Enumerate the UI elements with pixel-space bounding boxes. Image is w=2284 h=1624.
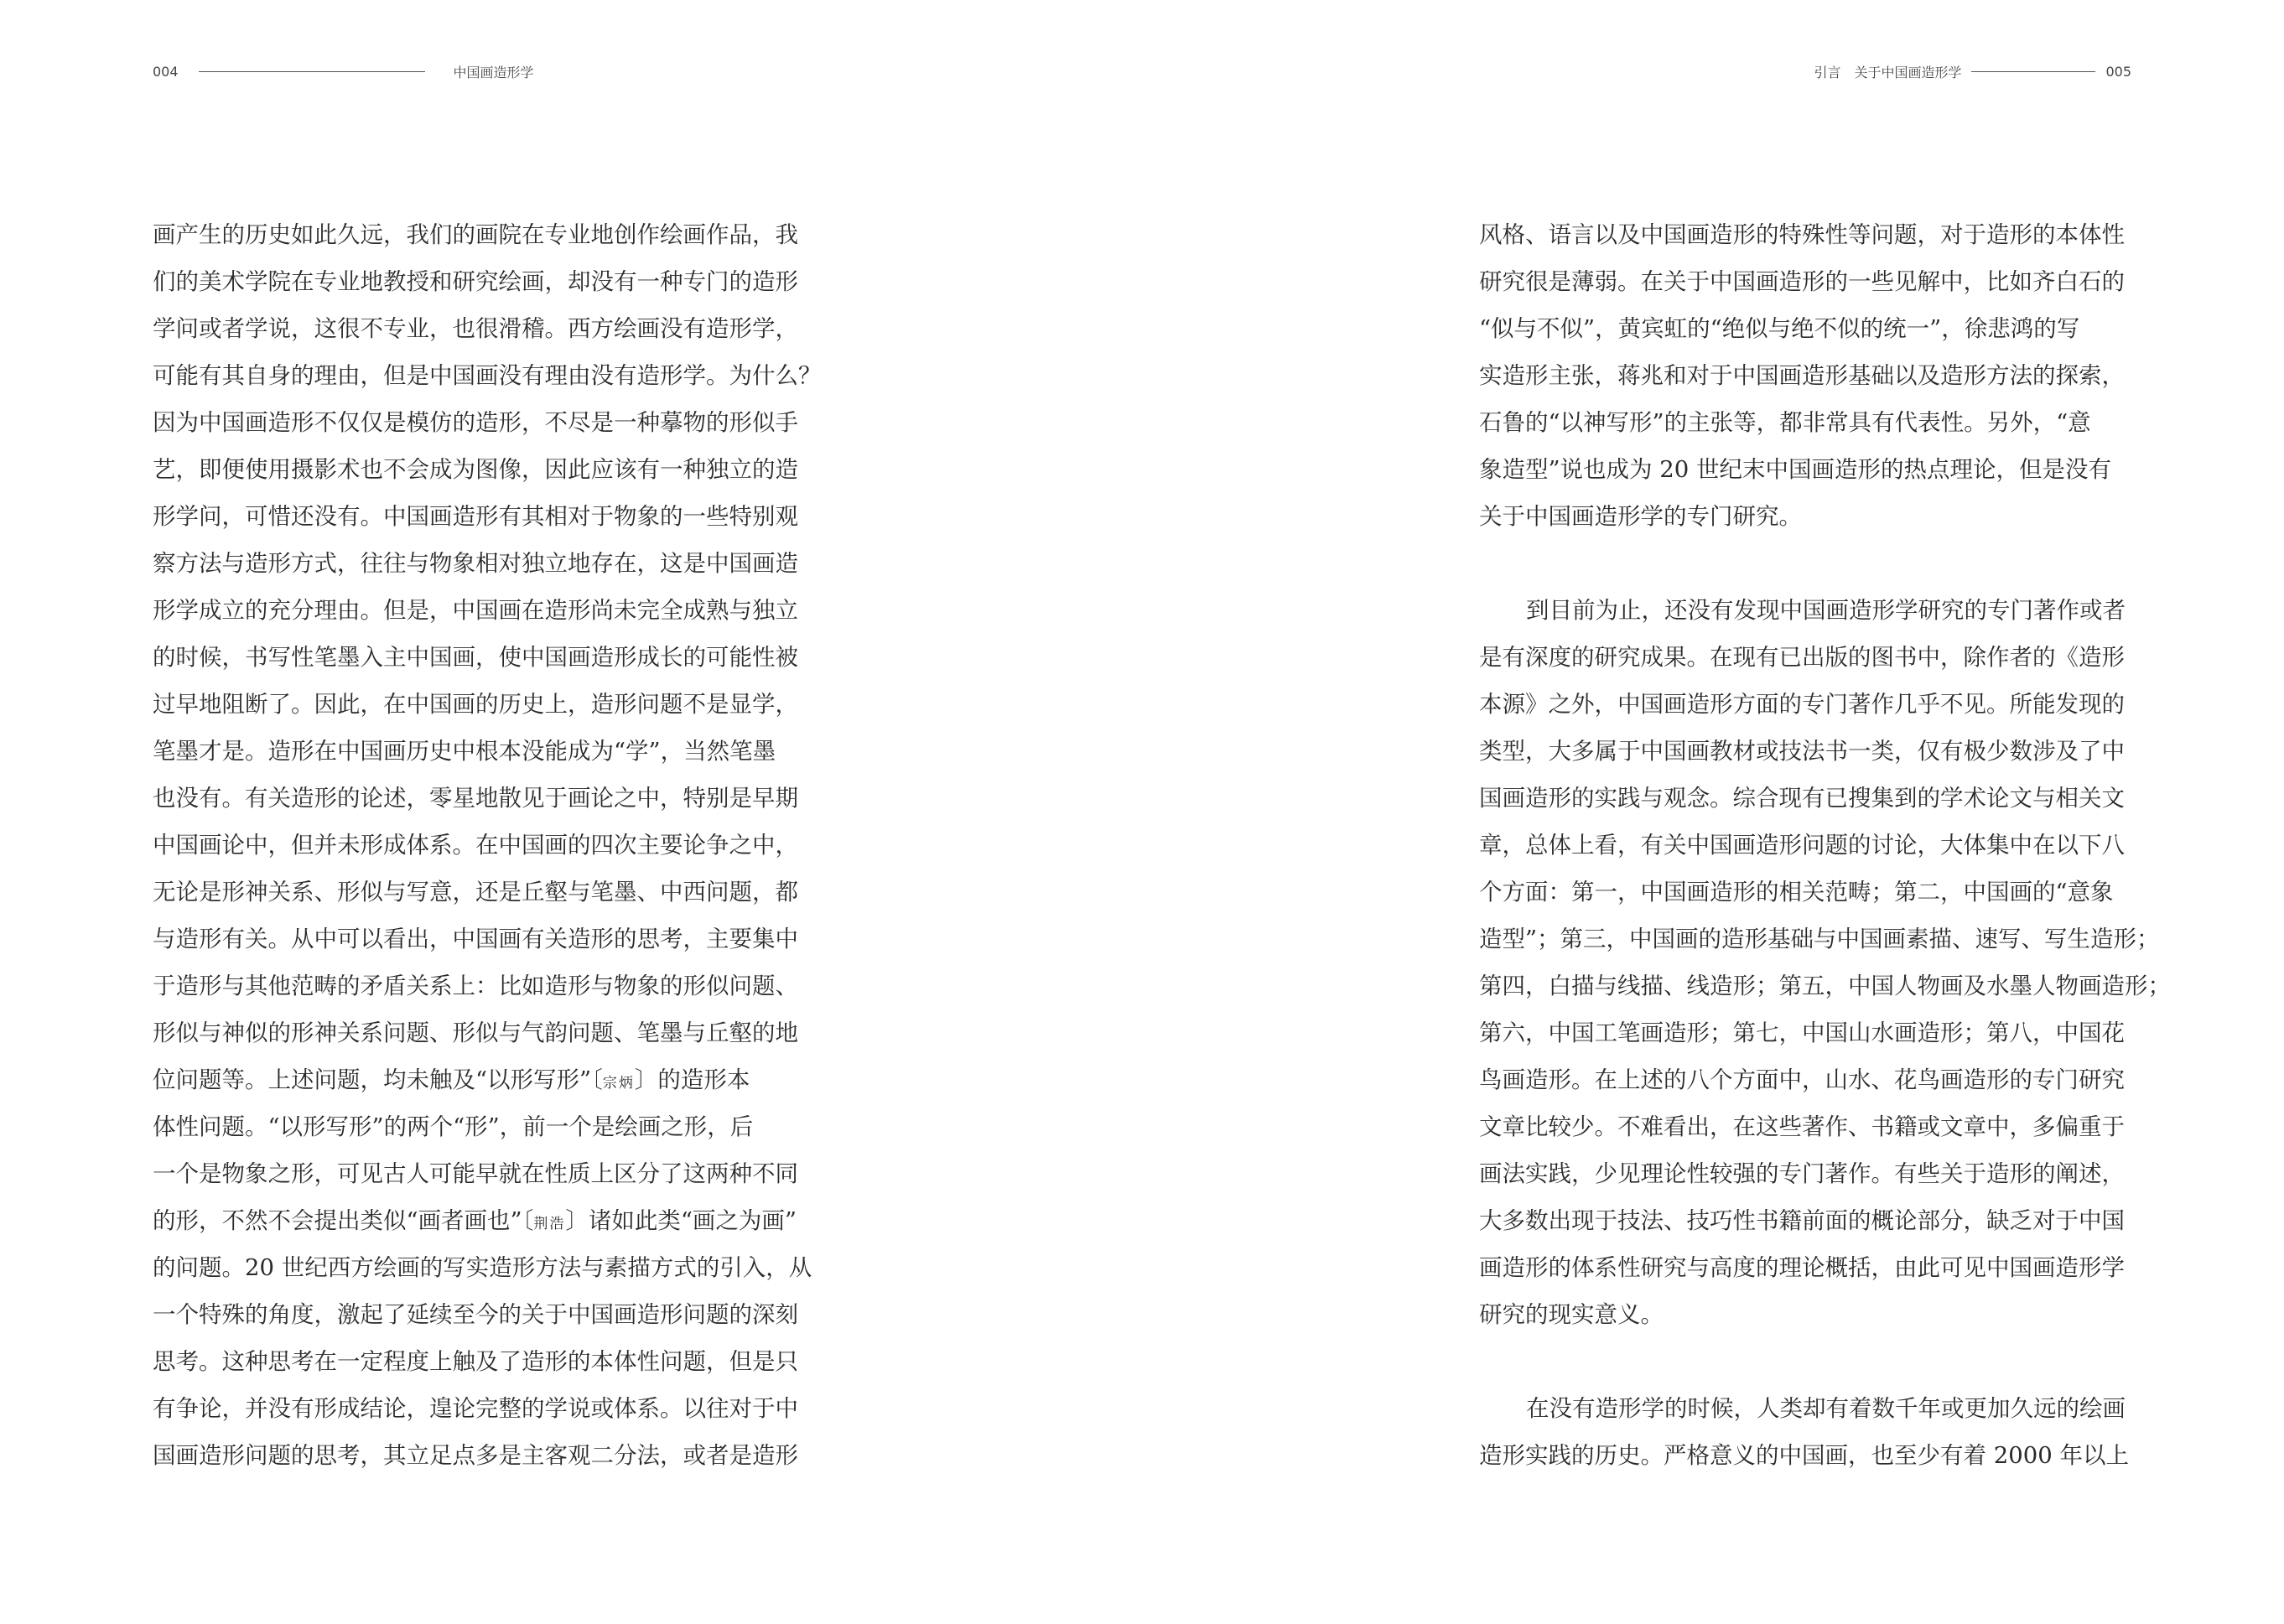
right-page xyxy=(1142,0,2284,1624)
text-line: 第六，中国工笔画造形；第七，中国山水画造形；第八，中国花 xyxy=(1479,1020,2125,1046)
text-line: 中国画论中，但并未形成体系。在中国画的四次主要论争之中， xyxy=(153,832,798,859)
text-line: 个方面：第一，中国画造形的相关范畴；第二，中国画的“意象 xyxy=(1479,879,2114,905)
inline-note-jinghao: 荆浩 xyxy=(533,1216,566,1232)
text-line: 鸟画造形。在上述的八个方面中，山水、花鸟画造形的专门研究 xyxy=(1479,1066,2125,1093)
text-line: “似与不似”，黄宾虹的“绝似与绝不似的统一”，徐悲鸿的写 xyxy=(1479,315,2080,342)
right-running-title: 引言 关于中国画造形学 xyxy=(1814,65,1962,80)
text-line: 是有深度的研究成果。在现有已出版的图书中，除作者的《造形 xyxy=(1479,644,2125,671)
text-line: 本源》之外，中国画造形方面的专门著作几乎不见。所能发现的 xyxy=(1479,691,2125,718)
text-line: 体性问题。“以形写形”的两个“形”，前一个是绘画之形，后 xyxy=(153,1113,754,1140)
text-line: 国画造形的实践与观念。综合现有已搜集到的学术论文与相关文 xyxy=(1479,785,2125,812)
text-segment: 〕的造形本 xyxy=(634,1066,750,1093)
text-segment: 的形，不然不会提出类似“画者画也”〔 xyxy=(153,1207,534,1234)
text-line: 大多数出现于技法、技巧性书籍前面的概论部分，缺乏对于中国 xyxy=(1479,1207,2125,1234)
left-running-header xyxy=(153,62,534,81)
text-line: 第四，白描与线描、线造形；第五，中国人物画及水墨人物画造形； xyxy=(1479,973,2171,999)
paragraph-gap xyxy=(1479,540,2146,587)
text-line xyxy=(153,1197,819,1244)
text-line: 画产生的历史如此久远，我们的画院在专业地创作绘画作品，我 xyxy=(153,221,798,248)
text-line: 石鲁的“以神写形”的主张等，都非常具有代表性。另外，“意 xyxy=(1479,409,2091,436)
text-line: 形似与神似的形神关系问题、形似与气韵问题、笔墨与丘壑的地 xyxy=(153,1020,798,1046)
text-line: 与造形有关。从中可以看出，中国画有关造形的思考，主要集中 xyxy=(153,926,798,952)
text-segment: 〕诸如此类“画之为画” xyxy=(565,1207,797,1234)
text-line: 的问题。20 世纪西方绘画的写实造形方法与素描方式的引入，从 xyxy=(153,1254,812,1281)
left-body-text xyxy=(153,211,822,1479)
header-rule xyxy=(199,71,425,72)
text-line: 形学成立的充分理由。但是，中国画在造形尚未完全成熟与独立 xyxy=(153,597,798,624)
text-line: 造形实践的历史。严格意义的中国画，也至少有着 2000 年以上 xyxy=(1479,1442,2129,1469)
text-line: 们的美术学院在专业地教授和研究绘画，却没有一种专门的造形 xyxy=(153,268,798,295)
inline-note-zongbing: 宗炳 xyxy=(602,1075,635,1092)
text-line: 关于中国画造形学的专门研究。 xyxy=(1479,503,1802,530)
text-line: 察方法与造形方式，往往与物象相对独立地存在，这是中国画造 xyxy=(153,550,798,577)
text-line: 形学问，可惜还没有。中国画造形有其相对于物象的一些特别观 xyxy=(153,503,798,530)
text-line: 研究很是薄弱。在关于中国画造形的一些见解中，比如齐白石的 xyxy=(1479,268,2125,295)
text-line: 一个是物象之形，可见古人可能早就在性质上区分了这两种不同 xyxy=(153,1160,798,1187)
text-line xyxy=(153,1056,819,1103)
text-line: 过早地阻断了。因此，在中国画的历史上，造形问题不是显学， xyxy=(153,691,798,718)
text-line: 可能有其自身的理由，但是中国画没有理由没有造形学。为什么？ xyxy=(153,362,822,389)
text-line: 无论是形神关系、形似与写意，还是丘壑与笔墨、中西问题，都 xyxy=(153,879,798,905)
text-line: 到目前为止，还没有发现中国画造形学研究的专门著作或者 xyxy=(1526,597,2126,624)
text-line: 画造形的体系性研究与高度的理论概括，由此可见中国画造形学 xyxy=(1479,1254,2125,1281)
text-line: 章，总体上看，有关中国画造形问题的讨论，大体集中在以下八 xyxy=(1479,832,2125,859)
left-page-number: 004 xyxy=(153,64,179,80)
text-line: 有争论，并没有形成结论，遑论完整的学说或体系。以往对于中 xyxy=(153,1395,798,1422)
text-line: 于造形与其他范畴的矛盾关系上：比如造形与物象的形似问题、 xyxy=(153,973,798,999)
header-rule xyxy=(1971,71,2095,72)
text-line: 象造型”说也成为 20 世纪末中国画造形的热点理论，但是没有 xyxy=(1479,456,2112,483)
text-segment: 位问题等。上述问题，均未触及“以形写形”〔 xyxy=(153,1066,603,1093)
text-line: 类型，大多属于中国画教材或技法书一类，仅有极少数涉及了中 xyxy=(1479,738,2125,765)
text-line: 实造形主张，蒋兆和对于中国画造形基础以及造形方法的探索， xyxy=(1479,362,2125,389)
text-line: 因为中国画造形不仅仅是模仿的造形，不尽是一种摹物的形似手 xyxy=(153,409,798,436)
left-running-title: 中国画造形学 xyxy=(453,65,534,80)
paragraph-gap xyxy=(1479,1338,2146,1385)
text-line: 的时候，书写性笔墨入主中国画，使中国画造形成长的可能性被 xyxy=(153,644,798,671)
text-line: 学问或者学说，这很不专业，也很滑稽。西方绘画没有造形学， xyxy=(153,315,798,342)
text-line: 造型”；第三，中国画的造形基础与中国画素描、速写、写生造形； xyxy=(1479,926,2160,952)
text-line: 文章比较少。不难看出，在这些著作、书籍或文章中，多偏重于 xyxy=(1479,1113,2125,1140)
right-body-text xyxy=(1479,211,2171,1479)
text-line: 艺，即便使用摄影术也不会成为图像，因此应该有一种独立的造 xyxy=(153,456,798,483)
text-line: 研究的现实意义。 xyxy=(1479,1301,1664,1328)
text-line: 思考。这种思考在一定程度上触及了造形的本体性问题，但是只 xyxy=(153,1348,798,1375)
text-line: 国画造形问题的思考，其立足点多是主客观二分法，或者是造形 xyxy=(153,1442,798,1469)
text-line: 一个特殊的角度，激起了延续至今的关于中国画造形问题的深刻 xyxy=(153,1301,798,1328)
text-line: 画法实践，少见理论性较强的专门著作。有些关于造形的阐述， xyxy=(1479,1160,2125,1187)
right-running-header xyxy=(1814,62,2131,81)
text-line: 笔墨才是。造形在中国画历史中根本没能成为“学”，当然笔墨 xyxy=(153,738,776,765)
text-line: 风格、语言以及中国画造形的特殊性等问题，对于造形的本体性 xyxy=(1479,221,2125,248)
right-page-number: 005 xyxy=(2105,64,2131,80)
text-line: 在没有造形学的时候，人类却有着数千年或更加久远的绘画 xyxy=(1526,1395,2126,1422)
text-line: 也没有。有关造形的论述，零星地散见于画论之中，特别是早期 xyxy=(153,785,798,812)
